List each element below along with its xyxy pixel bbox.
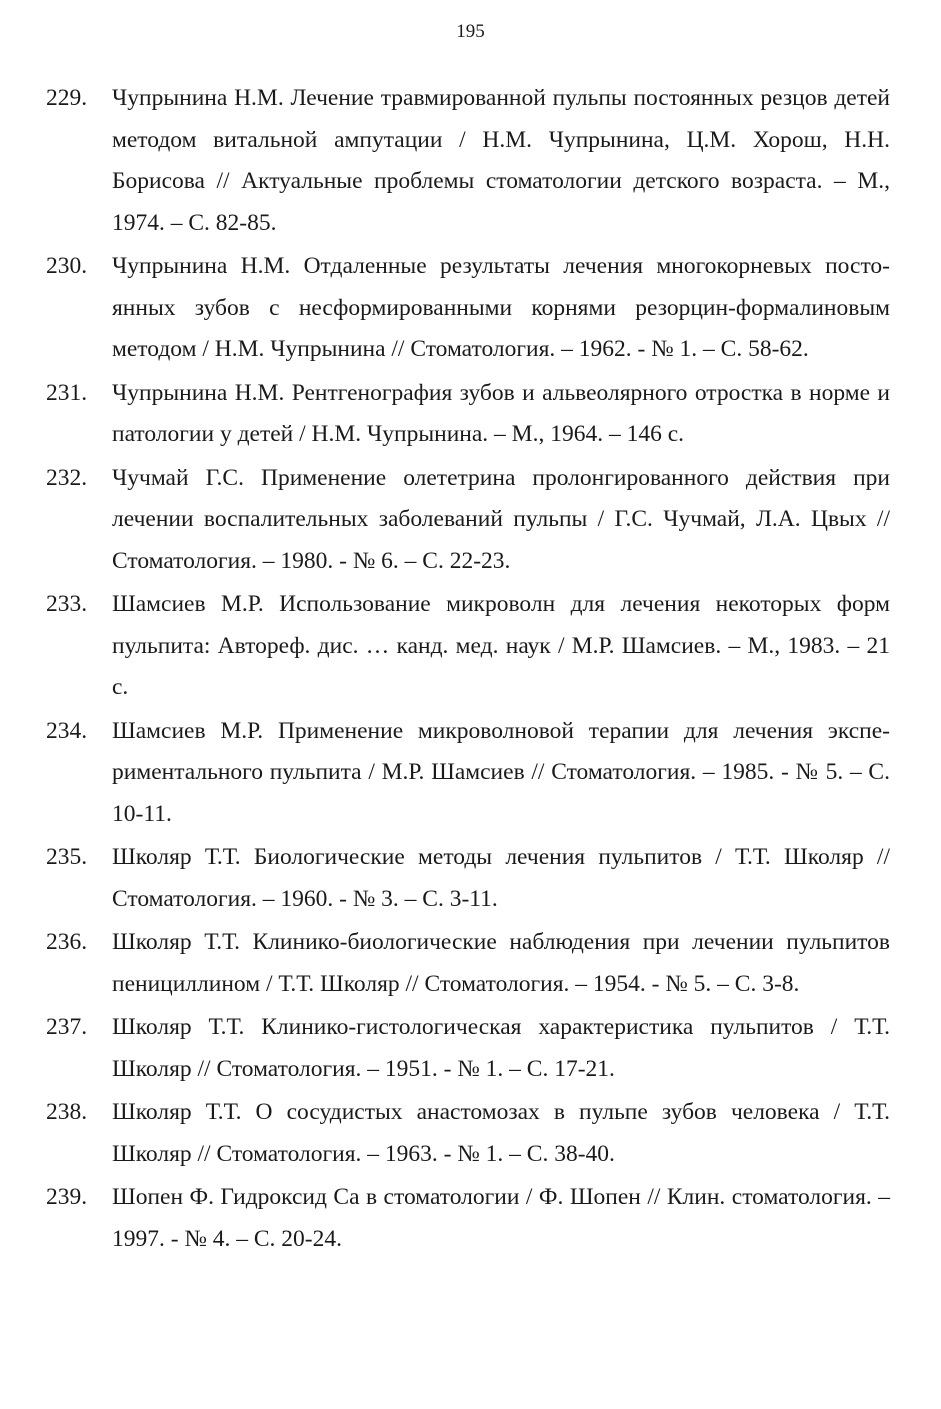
reference-number: 229. xyxy=(46,85,88,111)
reference-item xyxy=(0,837,941,920)
reference-text: Школяр Т.Т. Биологические методы лечения пульпитов / Т.Т. Школяр //Стоматология. – 1960. - № 3. – С. 3-11. xyxy=(112,844,890,912)
reference-number: 235. xyxy=(46,844,88,870)
reference-item xyxy=(0,373,941,456)
reference-text: Чупрынина Н.М. Отдаленные результаты лечения многокорневых постоянных зубов с несформированными корнями резорцин-формалиновым методом / Н.М. Чупрынина // Стоматология. – 1962. - № 1. – С. 58-62. xyxy=(112,253,890,362)
reference-number: 237. xyxy=(46,1014,88,1040)
reference-item xyxy=(0,584,941,709)
reference-item xyxy=(0,711,941,836)
reference-list xyxy=(0,78,941,1260)
reference-number: 236. xyxy=(46,929,88,955)
reference-item xyxy=(0,1092,941,1175)
reference-text: Школяр Т.Т. О сосудистых анастомозах в пульпе зубов человека / Т.Т. Школяр // Стоматология. – 1963. - № 1. – С. 38-40. xyxy=(112,1099,890,1167)
reference-number: 232. xyxy=(46,464,88,491)
reference-number: 238. xyxy=(46,1099,88,1125)
reference-text: Шопен Ф. Гидроксид Са в стоматологии / Ф. Шопен // Клин. стоматология. – 1997. - № 4. – С. 20-24. xyxy=(112,1184,890,1252)
reference-item xyxy=(0,1177,941,1260)
reference-number: 231. xyxy=(46,379,88,406)
reference-number: 239. xyxy=(46,1184,88,1210)
reference-text: Шамсиев М.Р. Применение микроволновой терапии для лечения экспериментального пульпита / М.Р. Шамсиев // Стоматология. – 1985. - № 5. – С. 10-11. xyxy=(112,717,890,827)
reference-text: Чупрынина Н.М. Лечение травмированной пульпы постоянных резцов детей методом витальной ампутации / Н.М. Чупрынина, Ц.М. Хорош, Н.Н. Борисова // Актуальные проблемы стоматологии детского возраста. – М., 1974. – С. 82-85. xyxy=(112,85,890,236)
reference-text: Шамсиев М.Р. Использование микроволн для лечения некоторых форм пульпита: Автореф. дис. … канд. мед. наук / М.Р. Шамсиев. – М., 1983. – 21 с. xyxy=(112,591,890,700)
reference-item xyxy=(0,1007,941,1090)
reference-number: 230. xyxy=(46,253,88,279)
reference-number: 234. xyxy=(46,717,88,744)
reference-text: Чучмай Г.С. Применение олететрина пролонгированного действия при лечении воспалительных заболеваний пульпы / Г.С. Чучмай, Л.А. Цвых // Стоматология. – 1980. - № 6. – С. 22-23. xyxy=(112,464,890,574)
page-number: 195 xyxy=(456,21,485,42)
reference-number: 233. xyxy=(46,591,88,617)
reference-item xyxy=(0,922,941,1005)
reference-item xyxy=(0,78,941,244)
reference-text: Чупрынина Н.М. Рентгенография зубов и альвеолярного отростка в норме и патологии у детей / Н.М. Чупрынина. – М., 1964. – 146 с. xyxy=(112,379,890,447)
reference-text: Школяр Т.Т. Клинико-биологические наблюдения при лечении пульпитов пенициллином / Т.Т. Школяр // Стоматология. – 1954. - № 5. – С. 3-8. xyxy=(112,929,890,997)
reference-item xyxy=(0,246,941,371)
reference-text: Школяр Т.Т. Клинико-гистологическая характеристика пульпитов / Т.Т. Школяр // Стоматология. – 1951. - № 1. – С. 17-21. xyxy=(112,1014,890,1082)
reference-item xyxy=(0,458,941,583)
